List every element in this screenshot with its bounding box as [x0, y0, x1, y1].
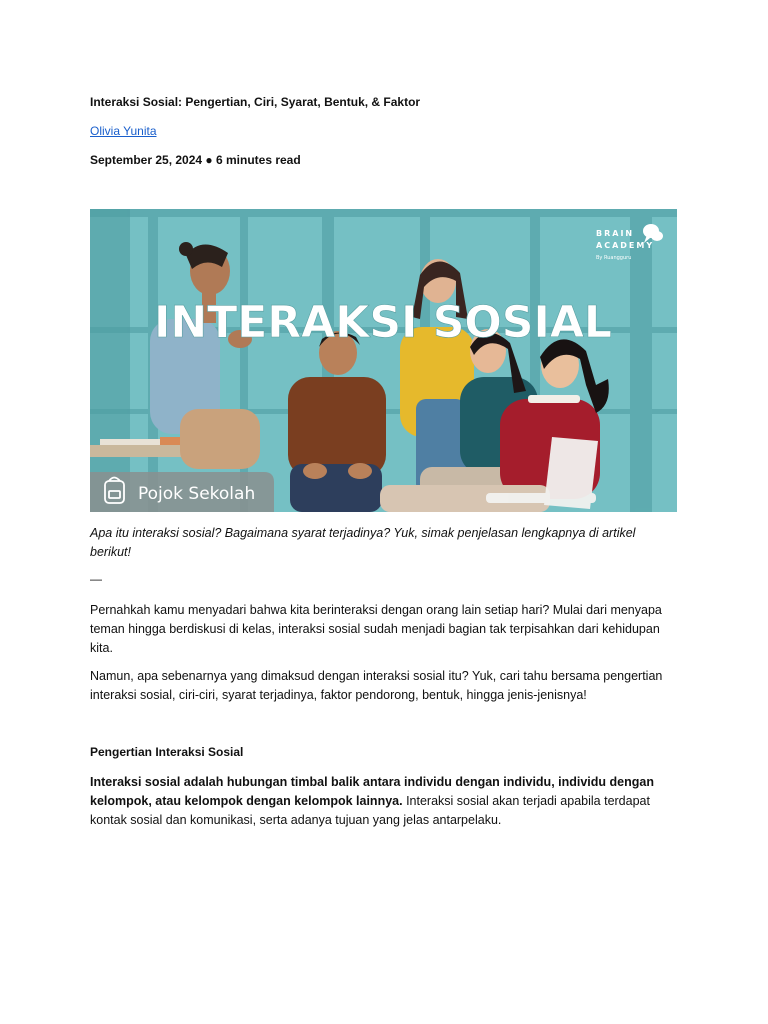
svg-text:By Ruangguru: By Ruangguru: [596, 255, 632, 261]
hero-headline: INTERAKSI SOSIAL: [154, 297, 612, 348]
author-link[interactable]: Olivia Yunita: [90, 124, 157, 138]
svg-text:ACADEMY: ACADEMY: [596, 241, 655, 250]
definition-bold: Interaksi sosial adalah hubungan timbal balik antara individu dengan individu, individu dengan kelompok, atau kelompok dengan kelompok lainnya.: [90, 775, 654, 808]
svg-text:BRAIN: BRAIN: [596, 229, 635, 238]
separator: —: [90, 572, 102, 586]
definition-paragraph: [90, 773, 675, 830]
svg-text:Pojok Sekolah: Pojok Sekolah: [138, 484, 256, 504]
pojok-sekolah-badge: [90, 472, 274, 512]
section-heading: Pengertian Interaksi Sosial: [90, 745, 244, 759]
intro-paragraph-2: Namun, apa sebenarnya yang dimaksud dengan interaksi sosial itu? Yuk, cari tahu bersama pengertian interaksi sosial, ciri-ciri, syarat terjadinya, faktor pendorong, bentuk, hingga jenis-jenisnya!: [90, 669, 663, 702]
lead-text: Apa itu interaksi sosial? Bagaimana syarat terjadinya? Yuk, simak penjelasan lengkapnya di artikel berikut!: [90, 526, 636, 559]
definition-rest: Interaksi sosial akan terjadi apabila terdapat kontak sosial dan komunikasi, serta adanya tujuan yang jelas antarpelaku.: [90, 794, 650, 827]
hero-image: [90, 209, 677, 512]
intro-paragraph-1: Pernahkah kamu menyadari bahwa kita berinteraksi dengan orang lain setiap hari? Mulai dari menyapa teman hingga berdiskusi di kelas, interaksi sosial sudah menjadi bagian tak terpisahkan dari kehidupan kita.: [90, 603, 662, 655]
article-title: Interaksi Sosial: Pengertian, Ciri, Syarat, Bentuk, & Faktor: [90, 95, 421, 109]
article-meta: September 25, 2024 ● 6 minutes read: [90, 153, 301, 167]
